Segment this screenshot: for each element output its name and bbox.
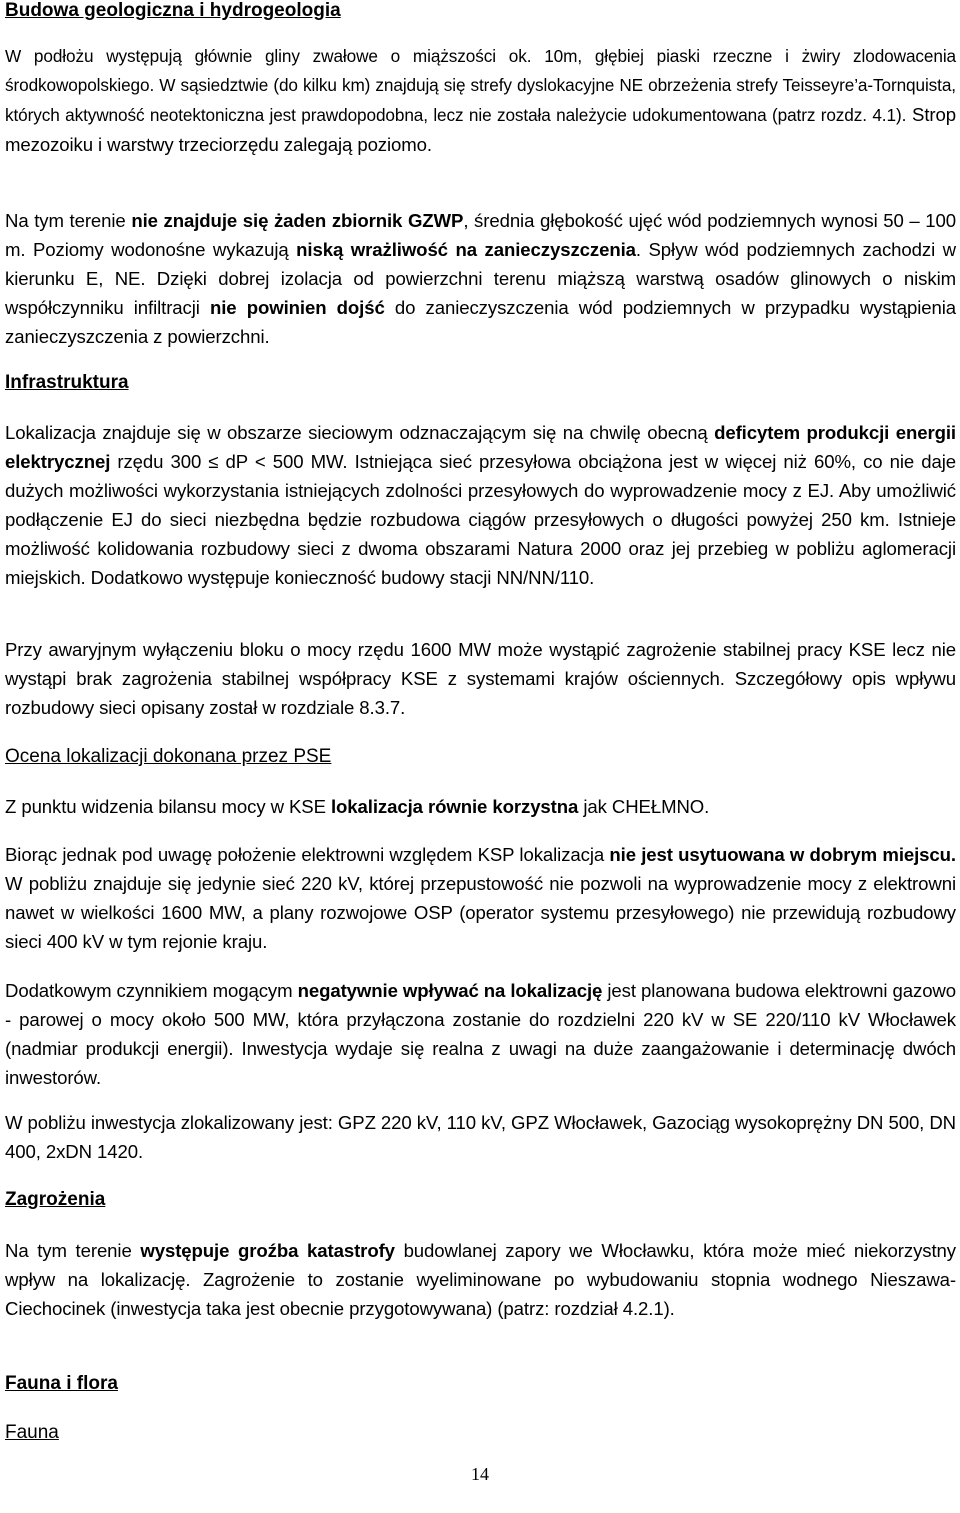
section-heading-threats [5,1189,105,1211]
heading-infrastructure: Infrastruktura [5,372,129,393]
section-heading-geology [5,0,341,22]
paragraph-geology-2 [5,206,956,351]
text: do zanieczyszczenia wód podziemnych w przypadku wystąpienia zanieczyszczenia z powierzchni. [5,297,956,347]
paragraph-pse-2 [5,840,956,956]
paragraph-threats-1 [5,1236,956,1323]
text: Strop mezozoiku i warstwy trzeciorzędu zalegają poziomo. [5,104,956,155]
text: Biorąc jednak pod uwagę położenie elektrowni względem KSP lokalizacja [5,844,610,865]
text: jak CHEŁMNO. [578,796,710,817]
heading-threats: Zagrożenia [5,1189,106,1210]
text: budowlanej zapory we Włocławku, która może mieć niekorzystny wpływ na lokalizację. Zagrożenie to zostanie wyeliminowane po wybudowaniu stopnia wodnego Nieszawa-Ciechocinek (inwestycja taka jest obecnie przygotowywana) (patrz: rozdział 4.2.1). [5,1240,956,1319]
text: Na tym terenie [5,210,132,231]
text: Lokalizacja znajduje się w obszarze sieciowym odznaczającym się na chwilę obecną [5,422,715,443]
paragraph-infrastructure-2 [5,635,956,722]
text: . Spływ wód podziemnych zachodzi w kierunku E, NE. Dzięki dobrej izolacja od powierzchni terenu miąższą warstwą osadów glinowych o niskim współczynniku infiltracji [5,239,956,318]
subheading-fauna [5,1422,59,1444]
heading-fauna: Fauna [5,1422,59,1443]
bold-text: deficytem produkcji energii elektrycznej [5,422,956,472]
paragraph-pse-3 [5,976,956,1092]
bold-text: negatywnie wpływać na lokalizację [297,980,603,1001]
text: Z punktu widzenia bilansu mocy w KSE [5,796,331,817]
bold-text: nie powinien dojść [209,297,385,318]
text: W pobliżu znajduje się jedynie sieć 220 kV, której przepustowość nie pozwoli na wyprowadzenie mocy z elektrowni nawet w wielkości 1600 MW, a plany rozwojowe OSP (operator systemu przesyłowego) nie przewidują rozbudowy sieci 400 kV w tym rejonie kraju. [5,873,956,952]
paragraph-infrastructure-1 [5,418,956,592]
text: jest planowana budowa elektrowni gazowo - parowej o mocy około 500 MW, która przyłączona zostanie do rozdzielni 220 kV w SE 220/110 kV Włocławek (nadmiar produkcji energii). Inwestycja wydaje się realna z uwagi na duże zaangażowanie i determinację dwóch inwestorów. [5,980,956,1088]
paragraph-pse-1 [5,792,956,821]
text: W podłożu występują głównie gliny zwałowe o miąższości ok. 10m, głębiej piaski rzeczne i żwiry zlodowacenia środkowopolskiego. W sąsiedztwie (do kilku km) znajdują się strefy dyslokacyjne NE obrzeżenia strefy Teisseyre’a-Tornquista, których aktywność neotektoniczna jest prawdopodobna, lecz nie została należycie udokumentowana (patrz rozdz. 4.1). [5,46,956,125]
paragraph-geology-1 [5,42,956,160]
section-heading-infrastructure [5,372,129,394]
bold-text: lokalizacja równie korzystna [330,796,579,817]
section-heading-pse [5,746,331,768]
section-heading-fauna-flora [5,1373,118,1395]
bold-text: występuje groźba katastrofy [140,1240,395,1261]
heading-pse: Ocena lokalizacji dokonana przez PSE [5,746,332,767]
text: , średnia głębokość ujęć wód podziemnych wynosi 50 – 100 m. Poziomy wodonośne wykazują [5,210,956,260]
paragraph-pse-4 [5,1108,956,1166]
bold-text: nie jest usytuowana w dobrym miejscu. [609,844,956,865]
text: W pobliżu inwestycja zlokalizowany jest: GPZ 220 kV, 110 kV, GPZ Włocławek, Gazociąg wysokoprężny DN 500, DN 400, 2xDN 1420. [5,1112,956,1162]
heading-fauna-flora: Fauna i flora [5,1373,118,1394]
heading-geology: Budowa geologiczna i hydrogeologia [5,0,341,21]
text: rzędu 300 ≤ dP < 500 MW. Istniejąca sieć przesyłowa obciążona jest w więcej niż 60%, co nie daje dużych możliwości wykorzystania istniejących zdolności przesyłowych do wyprowadzenie mocy z EJ. Aby umożliwić podłączenie EJ do sieci niezbędna będzie rozbudowa ciągów przesyłowych o długości powyżej 250 km. Istnieje możliwość kolidowania rozbudowy sieci z dwoma obszarami Natura 2000 oraz jej przebieg w pobliżu aglomeracji miejskich. Dodatkowo występuje konieczność budowy stacji NN/NN/110. [5,451,956,588]
bold-text: niską wrażliwość na zanieczyszczenia [296,239,636,260]
page-number: 14 [471,1464,489,1484]
text: Na tym terenie [5,1240,141,1261]
bold-text: nie znajduje się żaden zbiornik GZWP [131,210,464,231]
text: Przy awaryjnym wyłączeniu bloku o mocy rzędu 1600 MW może wystąpić zagrożenie stabilnej pracy KSE lecz nie wystąpi brak zagrożenia stabilnej współpracy KSE z systemami krajów ościennych. Szczegółowy opis wpływu rozbudowy sieci opisany został w rozdziale 8.3.7. [5,639,956,718]
text: Dodatkowym czynnikiem mogącym [5,980,298,1001]
